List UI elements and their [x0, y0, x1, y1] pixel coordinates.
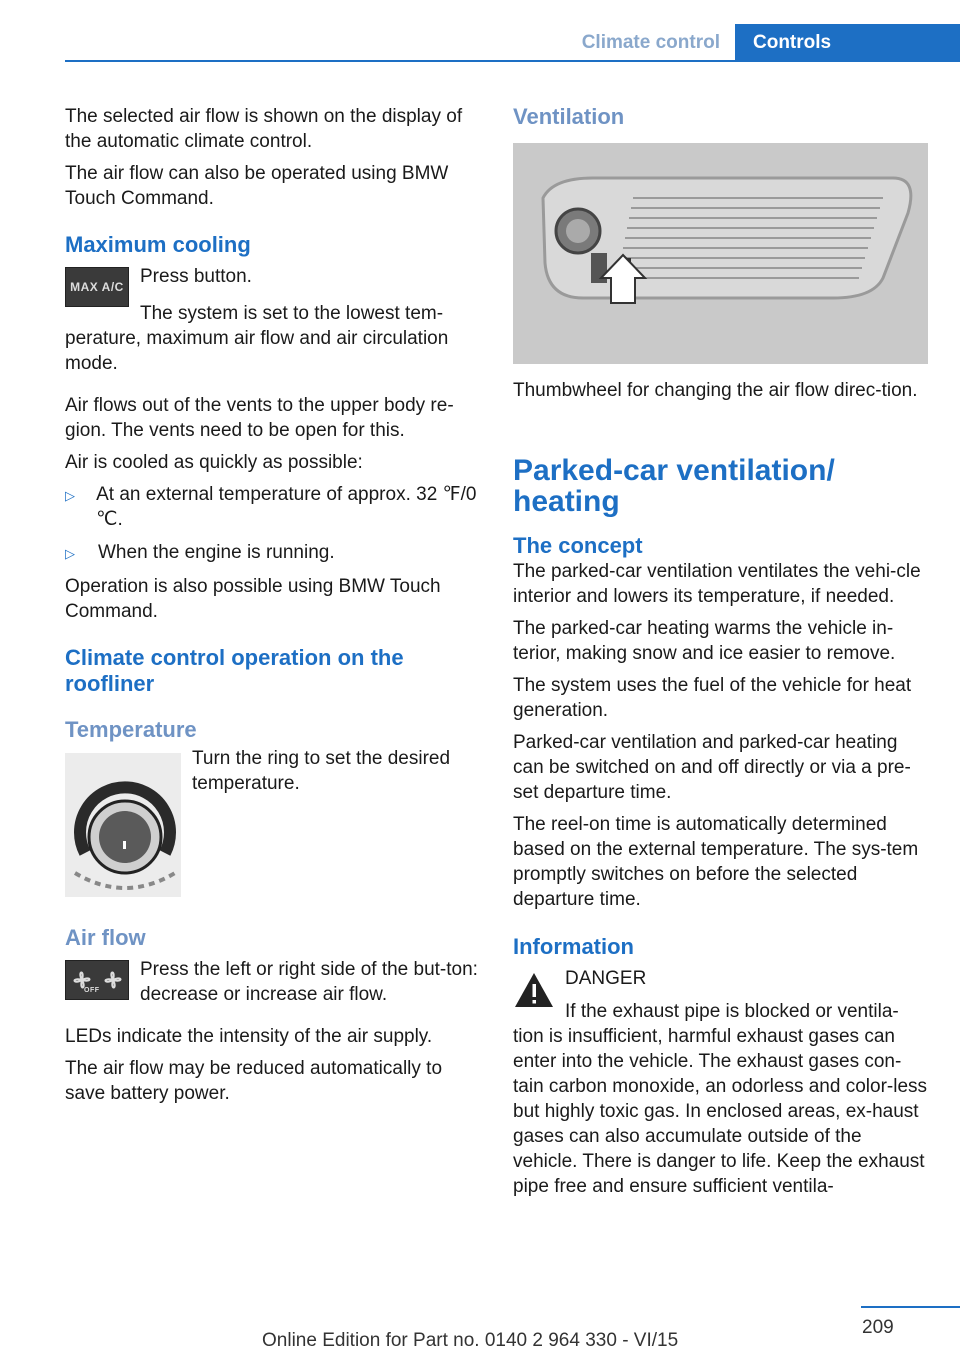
temperature-knob-image: [65, 753, 181, 897]
paragraph: The system uses the fuel of the vehicle for heat generation.: [513, 675, 912, 721]
warning-triangle-icon: [513, 970, 555, 1010]
header-section-title: Climate control: [581, 32, 720, 53]
paragraph: The reel-on time is automatically determined based on the external temperature. The sys‐tem promptly switches on before the selected departure time.: [513, 814, 919, 910]
danger-label: DANGER: [565, 968, 647, 989]
heading-roofliner: Climate control operation on the roofliner: [65, 645, 404, 696]
list-item: ▷ When the engine is running.: [65, 540, 485, 566]
fan-off-icon: [69, 967, 99, 994]
paragraph: Air flows out of the vents to the upper body re‐gion. The vents need to be open for this.: [65, 395, 454, 441]
footer-edition: Online Edition for Part no. 0140 2 964 330 - VI/15: [262, 1330, 679, 1351]
temperature-figure-row: [65, 749, 485, 897]
paragraph: The parked-car heating warms the vehicle in‐terior, making snow and ice easier to remove.: [513, 618, 896, 664]
heading-ventilation: Ventilation: [513, 104, 625, 129]
air-flow-figure-row: [65, 957, 485, 1014]
header-chapter-tab: Controls: [753, 32, 832, 53]
paragraph: Air is cooled as quickly as possible:: [65, 452, 363, 473]
paragraph: If the exhaust pipe is blocked or ventila‐: [565, 1001, 899, 1022]
paragraph: Turn the ring to set the desired temperature.: [192, 748, 451, 794]
bullet-triangle-icon: ▷: [65, 546, 75, 561]
paragraph: The air flow can also be operated using BMW Touch Command.: [65, 163, 449, 209]
left-column: [65, 104, 485, 1113]
list-item: ▷ At an external temperature of approx. 32 ℉/0 ℃.: [65, 484, 477, 530]
header-rule: [65, 60, 960, 62]
footer-rule: [861, 1306, 960, 1308]
paragraph: Press the left or right side of the but‐ton: decrease or increase air flow.: [140, 959, 478, 1005]
bullet-triangle-icon: ▷: [65, 488, 75, 503]
max-ac-button-icon: MAX A/C: [65, 267, 129, 307]
page-number: 209: [862, 1317, 894, 1338]
paragraph: tion is insufficient, harmful exhaust gases can enter into the vehicle. The exhaust gases con‐tain carbon monoxide, an odorless and color‐less but highly toxic gas. In enclosed areas, ex‐haust gases can also accumulate outside of the vehicle. There is danger to life. Keep the exhaust pipe free and ensure sufficient ventila‐: [513, 1026, 928, 1197]
heading-temperature: Temperature: [65, 717, 197, 742]
heading-the-concept: The concept: [513, 533, 643, 558]
danger-row: [513, 966, 931, 1024]
paragraph: LEDs indicate the intensity of the air supply.: [65, 1026, 433, 1047]
heading-parked-car: Parked-car ventilation/ heating: [513, 454, 835, 518]
paragraph: Operation is also possible using BMW Touch Command.: [65, 576, 441, 622]
paragraph: The parked-car ventilation ventilates the vehi‐cle interior and lowers its temperature, if needed.: [513, 561, 921, 607]
heading-air-flow: Air flow: [65, 925, 146, 950]
svg-text:OFF: OFF: [83, 987, 99, 994]
paragraph: The selected air flow is shown on the display of the automatic climate control.: [65, 106, 463, 152]
figure-caption: Thumbwheel for changing the air flow direc‐tion.: [513, 380, 918, 401]
paragraph: The air flow may be reduced automatically to save battery power.: [65, 1058, 443, 1104]
heading-maximum-cooling: Maximum cooling: [65, 232, 251, 257]
heading-information: Information: [513, 934, 634, 959]
fan-button-icon: [65, 960, 129, 1000]
paragraph: The system is set to the lowest tem‐perature, maximum air flow and air circulation mode.: [65, 303, 449, 374]
paragraph: Parked-car ventilation and parked-car heating can be switched on and off directly or via a pre‐set departure time.: [513, 732, 911, 803]
ventilation-thumbwheel-image: [513, 143, 928, 364]
right-column: [513, 104, 931, 1206]
paragraph: Press button.: [140, 266, 252, 287]
fan-icon: [100, 967, 126, 993]
